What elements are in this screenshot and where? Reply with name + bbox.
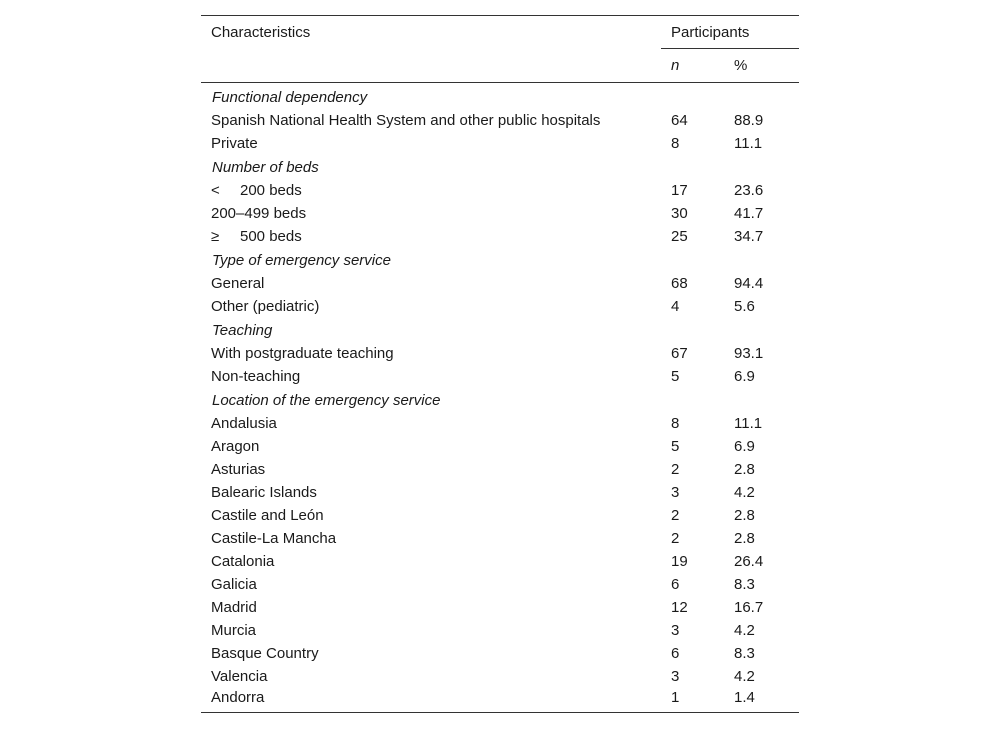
header-n: n [671,57,680,74]
row-n: 3 [671,668,680,685]
row-label: Asturias [211,461,266,478]
row-n: 64 [671,112,688,129]
row-label: Other (pediatric) [211,298,320,315]
row-percent: 88.9 [734,112,764,129]
row-percent: 1.4 [734,689,755,706]
row-label-cell [201,295,661,318]
row-label-cell [201,481,661,504]
table-row [201,272,799,295]
header-empty [201,49,661,83]
table-row [201,619,799,642]
row-label-cell [201,365,661,388]
row-n: 2 [671,507,680,524]
row-label: Spanish National Health System and other public hospitals [211,112,601,129]
section-title: Teaching [212,321,273,339]
table-row [201,596,799,619]
row-label: Private [211,135,258,152]
table-row [201,688,799,713]
row-percent: 11.1 [734,135,763,152]
row-label: Murcia [211,622,257,639]
row-label-cell [201,596,661,619]
row-n: 12 [671,599,688,616]
row-label: 200–499 beds [211,205,307,222]
row-n: 19 [671,553,688,570]
row-n: 2 [671,530,680,547]
row-percent: 4.2 [734,622,755,639]
comparison-symbol: ≥ [211,228,220,245]
section-header-row [201,388,799,412]
table-body [201,83,799,713]
row-percent: 4.2 [734,668,755,685]
table-row [201,109,799,132]
row-label-cell [201,342,661,365]
row-label: Andorra [211,689,265,706]
table-row [201,665,799,688]
comparison-symbol: < [211,182,220,199]
table-row [201,295,799,318]
row-label: With postgraduate teaching [211,345,394,362]
row-percent: 16.7 [734,599,764,616]
row-percent: 26.4 [734,553,764,570]
section-header-row [201,155,799,179]
row-label: Valencia [211,668,268,685]
table-row [201,550,799,573]
row-label-cell [201,202,661,225]
row-label-cell [201,225,661,248]
row-percent: 2.8 [734,507,755,524]
row-n: 2 [671,461,680,478]
row-label-cell [201,132,661,155]
section-title: Location of the emergency service [212,391,441,409]
row-label-cell [201,688,661,713]
row-n: 30 [671,205,688,222]
table-row [201,342,799,365]
row-percent: 23.6 [734,182,764,199]
row-n: 3 [671,622,680,639]
section-header-row [201,318,799,342]
row-label-cell [201,272,661,295]
table-row [201,573,799,596]
row-n: 67 [671,345,688,362]
header-characteristics: Characteristics [211,23,311,41]
table-row [201,202,799,225]
header-row-1 [201,16,799,49]
row-label-cell [201,527,661,550]
section-title: Type of emergency service [212,251,391,269]
row-label: Aragon [211,438,260,455]
row-percent: 5.6 [734,298,755,315]
section-header-row [201,83,799,110]
table-row [201,179,799,202]
header-participants: Participants [661,16,799,49]
row-n: 6 [671,645,680,662]
table-row [201,504,799,527]
table-row [201,365,799,388]
row-label-cell [201,642,661,665]
section-title: Number of beds [212,158,319,176]
section-title: Functional dependency [212,88,368,106]
row-n: 6 [671,576,680,593]
row-n: 8 [671,415,680,432]
row-percent: 8.3 [734,576,755,593]
row-label: Castile-La Mancha [211,530,337,547]
row-label: Non-teaching [211,368,301,385]
row-label: Castile and León [211,507,324,524]
row-percent: 4.2 [734,484,755,501]
row-n: 8 [671,135,680,152]
row-label-cell [201,179,661,202]
table-row [201,458,799,481]
section-header-row [201,248,799,272]
row-label-cell [201,458,661,481]
row-percent: 93.1 [734,345,764,362]
row-percent: 2.8 [734,530,755,547]
row-percent: 6.9 [734,438,755,455]
row-n: 68 [671,275,688,292]
row-n: 25 [671,228,688,245]
row-label-cell [201,665,661,688]
row-n: 4 [671,298,680,315]
table-row [201,642,799,665]
row-n: 5 [671,368,680,385]
row-label: General [211,275,265,292]
table-row [201,527,799,550]
table-header [201,16,799,83]
row-percent: 41.7 [734,205,764,222]
header-row-2 [201,49,799,83]
table-row [201,225,799,248]
row-label: Galicia [211,576,257,593]
row-label-cell [201,435,661,458]
table-row [201,435,799,458]
table-row [201,132,799,155]
row-percent: 94.4 [734,275,764,292]
row-percent: 6.9 [734,368,755,385]
row-label-cell [201,412,661,435]
row-label-cell [201,619,661,642]
characteristics-table-container [201,15,799,713]
row-percent: 11.1 [734,415,763,432]
row-label: 200 beds [240,182,302,199]
row-n: 17 [671,182,688,199]
row-label: Basque Country [211,645,319,662]
row-label: Madrid [211,599,257,616]
row-label: 500 beds [240,228,302,245]
row-label-cell [201,504,661,527]
row-label-cell [201,109,661,132]
row-n: 1 [671,689,680,706]
row-label: Balearic Islands [211,484,317,501]
characteristics-table [201,15,799,713]
row-percent: 34.7 [734,228,764,245]
row-label-cell [201,573,661,596]
row-n: 3 [671,484,680,501]
row-n: 5 [671,438,680,455]
row-label: Catalonia [211,553,275,570]
table-row [201,412,799,435]
row-label: Andalusia [211,415,277,432]
row-percent: 2.8 [734,461,755,478]
row-label-cell [201,550,661,573]
row-percent: 8.3 [734,645,755,662]
table-row [201,481,799,504]
header-percent: % [734,57,748,74]
